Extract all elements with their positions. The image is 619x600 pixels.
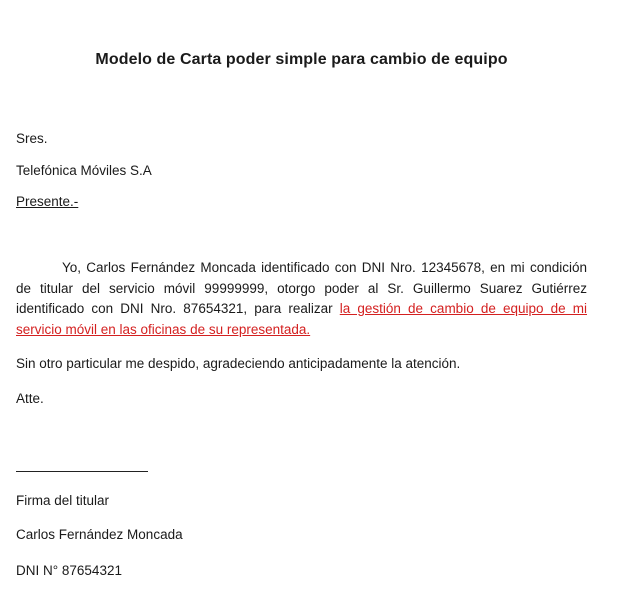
signature-caption: Firma del titular bbox=[16, 493, 110, 508]
body-highlight-link[interactable]: la gestión de cambio de equipo de mi servicio móvil en las oficinas de su representada. bbox=[16, 301, 587, 337]
body-intro-text: Yo, Carlos Fernández Moncada identificado con DNI Nro. 12345678, en mi condición de titular del servicio móvil 99999999, otorgo poder al Sr. Guillermo Suarez Gutiérrez identificado con DNI Nro. 87654321, para realizar bbox=[16, 260, 587, 316]
signer-name: Carlos Fernández Moncada bbox=[16, 527, 183, 542]
presente-line: Presente.- bbox=[16, 194, 79, 209]
signature-line-mark bbox=[40, 471, 62, 472]
atte-line: Atte. bbox=[16, 391, 44, 406]
signature-line bbox=[16, 471, 148, 472]
signer-dni: DNI N° 87654321 bbox=[16, 563, 122, 578]
body-paragraph bbox=[16, 258, 587, 340]
salutation: Sres. bbox=[16, 131, 48, 146]
recipient: Telefónica Móviles S.A bbox=[16, 163, 152, 178]
closing-line: Sin otro particular me despido, agradeciendo anticipadamente la atención. bbox=[16, 356, 461, 371]
document-title: Modelo de Carta poder simple para cambio de equipo bbox=[95, 51, 508, 68]
